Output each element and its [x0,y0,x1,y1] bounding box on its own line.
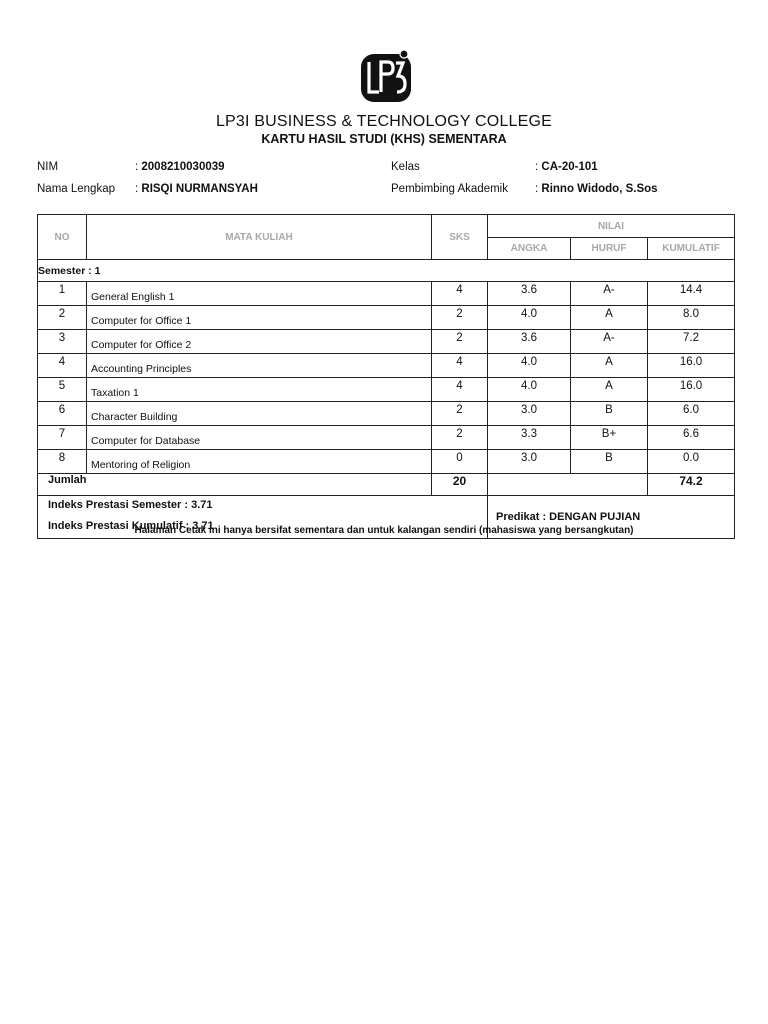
row-huruf: A [571,378,648,402]
class-value: : CA-20-101 [535,161,598,173]
row-huruf: B+ [571,426,648,450]
table-row [38,306,735,330]
row-course: Accounting Principles [87,354,432,378]
college-logo [359,48,415,104]
table-row [38,354,735,378]
predikat-text: Predikat : DENGAN PUJIAN [488,496,735,539]
row-course: Computer for Database [87,426,432,450]
row-no: 1 [38,282,87,306]
ips-text: Indeks Prestasi Semester : 3.71 [48,499,213,511]
row-sks: 2 [432,330,488,354]
row-sks: 4 [432,378,488,402]
advisor-value: : Rinno Widodo, S.Sos [535,183,658,195]
row-course: Character Building [87,402,432,426]
table-row [38,378,735,402]
header-sks: SKS [432,215,488,260]
row-angka: 3.0 [488,402,571,426]
row-no: 8 [38,450,87,474]
row-angka: 4.0 [488,378,571,402]
row-no: 5 [38,378,87,402]
row-huruf: A- [571,330,648,354]
row-huruf: A- [571,282,648,306]
row-course: Taxation 1 [87,378,432,402]
row-angka: 3.3 [488,426,571,450]
grades-table [37,214,735,539]
row-kumulatif: 0.0 [648,450,735,474]
table-row [38,402,735,426]
advisor-label: Pembimbing Akademik [391,183,508,195]
row-angka: 3.6 [488,330,571,354]
nim-value: : 2008210030039 [135,161,225,173]
row-no: 4 [38,354,87,378]
total-empty [488,474,648,496]
row-kumulatif: 7.2 [648,330,735,354]
total-label: Jumlah [38,474,432,496]
name-label: Nama Lengkap [37,183,115,195]
row-course: Mentoring of Religion [87,450,432,474]
row-course: Computer for Office 2 [87,330,432,354]
row-kumulatif: 6.6 [648,426,735,450]
row-huruf: B [571,402,648,426]
row-angka: 3.0 [488,450,571,474]
table-row [38,330,735,354]
ipk-text: Indeks Prestasi Kumulatif : 3.71 [48,520,214,532]
row-huruf: B [571,450,648,474]
row-angka: 4.0 [488,306,571,330]
row-kumulatif: 16.0 [648,354,735,378]
row-kumulatif: 16.0 [648,378,735,402]
row-kumulatif: 6.0 [648,402,735,426]
row-angka: 4.0 [488,354,571,378]
header-huruf: HURUF [571,238,648,260]
semester-label: Semester : 1 [38,260,735,282]
table-row [38,426,735,450]
row-no: 7 [38,426,87,450]
row-no: 6 [38,402,87,426]
total-kumulatif: 74.2 [648,474,735,496]
header-nilai: NILAI [488,215,735,238]
header-kumulatif: KUMULATIF [648,238,735,260]
page-subtitle: KARTU HASIL STUDI (KHS) SEMENTARA [261,132,507,146]
header-no: NO [38,215,87,260]
row-sks: 2 [432,426,488,450]
row-sks: 4 [432,354,488,378]
row-sks: 2 [432,306,488,330]
row-course: Computer for Office 1 [87,306,432,330]
class-label: Kelas [391,161,420,173]
row-sks: 2 [432,402,488,426]
row-no: 2 [38,306,87,330]
row-course: General English 1 [87,282,432,306]
row-sks: 4 [432,282,488,306]
row-no: 3 [38,330,87,354]
row-huruf: A [571,306,648,330]
table-row [38,282,735,306]
row-kumulatif: 14.4 [648,282,735,306]
row-kumulatif: 8.0 [648,306,735,330]
header-angka: ANGKA [488,238,571,260]
footer-note: Halaman Cetak ini hanya bersifat sementara dan untuk kalangan sendiri (mahasiswa yang bersangkutan) [134,525,634,536]
row-huruf: A [571,354,648,378]
page-title: LP3I BUSINESS & TECHNOLOGY COLLEGE [215,113,553,130]
row-angka: 3.6 [488,282,571,306]
name-value: : RISQI NURMANSYAH [135,183,258,195]
row-sks: 0 [432,450,488,474]
header-course: MATA KULIAH [87,215,432,260]
nim-label: NIM [37,161,59,173]
table-row [38,450,735,474]
total-sks: 20 [432,474,488,496]
